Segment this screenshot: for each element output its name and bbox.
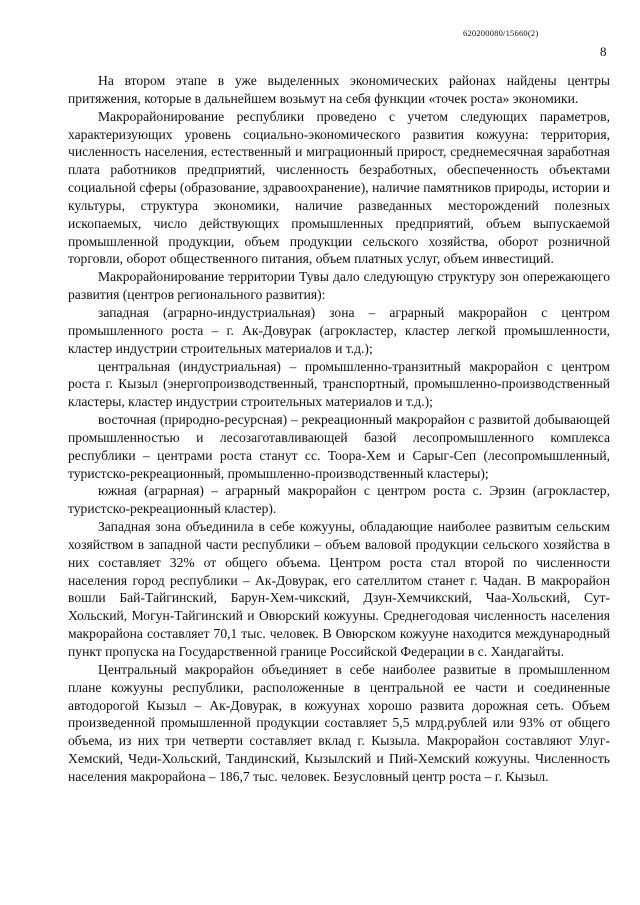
- document-body: [68, 72, 610, 786]
- paragraph: Западная зона объединила в себе кожууны, обладающие наиболее развитым сельским хозяйством в западной части республики – объем валовой продукции сельского хозяйства в них составляет 32% от общего объема. Центром роста стал второй по численности населения город республики – Ак-Довурак, его сателлитом станет г. Чадан. В макрорайон вошли Бай-Тайгинский, Барун-Хем-чикский, Дзун-Хемчикский, Чаа-Хольский, Сут-Хольский, Могун-Тайгинский и Овюрский кожууны. Среднегодовая численность населения макрорайона составляет 70,1 тыс. человек. В Овюрском кожууне находится международный пункт пропуска на Государственной границе Российской Федерации в с. Хандагайты.: [68, 519, 610, 659]
- paragraph: южная (аграрная) – аграрный макрорайон с центром роста с. Эрзин (агрокластер, туристско-рекреационный кластер).: [68, 483, 610, 517]
- paragraph: Макрорайонирование территории Тувы дало следующую структуру зон опережающего развития (центров регионального развития):: [68, 269, 610, 303]
- paragraph: восточная (природно-ресурсная) – рекреационный макрорайон с развитой добывающей промышленностью и лесозаготавливающей базой лесопромышленного комплекса республики – центрами роста станут сс. Тоора-Хем и Сарыг-Сеп (лесопромышленный, туристско-рекреационный, промышленно-производственный кластеры);: [68, 412, 610, 481]
- document-id: 620200080/15660(2): [463, 28, 539, 38]
- paragraph: На втором этапе в уже выделенных экономических районах найдены центры притяжения, которые в дальнейшем возьмут на себя функции «точек роста» экономики.: [68, 73, 610, 106]
- paragraph: западная (аграрно-индустриальная) зона – аграрный макрорайон с центром промышленного роста – г. Ак-Довурак (агрокластер, кластер легкой промышленности, кластер индустрии строительных материалов и т.д.);: [68, 304, 610, 356]
- paragraph: Центральный макрорайон объединяет в себе наиболее развитые в промышленном плане кожууны республики, расположенные в центральной ее части и соединенные автодорогой Кызыл – Ак-Довурак, в кожуунах хорошо развита дорожная сеть. Объем произведенной промышленной продукции составляет 5,5 млрд.рублей или 93% от общего объема, из них три четверти составляет вклад г. Кызыла. Макрорайон составляют Улуг-Хемский, Чеди-Хольский, Тандинский, Кызылский и Пий-Хемский кожууны. Численность населения макрорайона – 186,7 тыс. человек. Безусловный центр роста – г. Кызыл.: [68, 661, 610, 784]
- paragraph: Макрорайонирование республики проведено с учетом следующих параметров, характеризующих уровень социально-экономического развития кожууна: территория, численность населения, естественный и миграционный прирост, среднемесячная заработная плата работников предприятий, численность безработных, обеспеченность объектами социальной сферы (образование, здравоохранение), наличие памятников природы, истории и культуры, структура экономики, наличие разведанных месторождений полезных ископаемых, число действующих промышленных предприятий, объем выпускаемой промышленной продукции, объем продукции сельского хозяйства, оборот розничной торговли, оборот общественного питания, объем платных услуг, объем инвестиций.: [68, 108, 610, 267]
- paragraph: центральная (индустриальная) – промышленно-транзитный макрорайон с центром роста г. Кызыл (энергопроизводственный, транспортный, промышленно-производственный кластеры, кластер индустрии строительных материалов и т.д.);: [68, 358, 610, 410]
- page-number: 8: [600, 44, 607, 59]
